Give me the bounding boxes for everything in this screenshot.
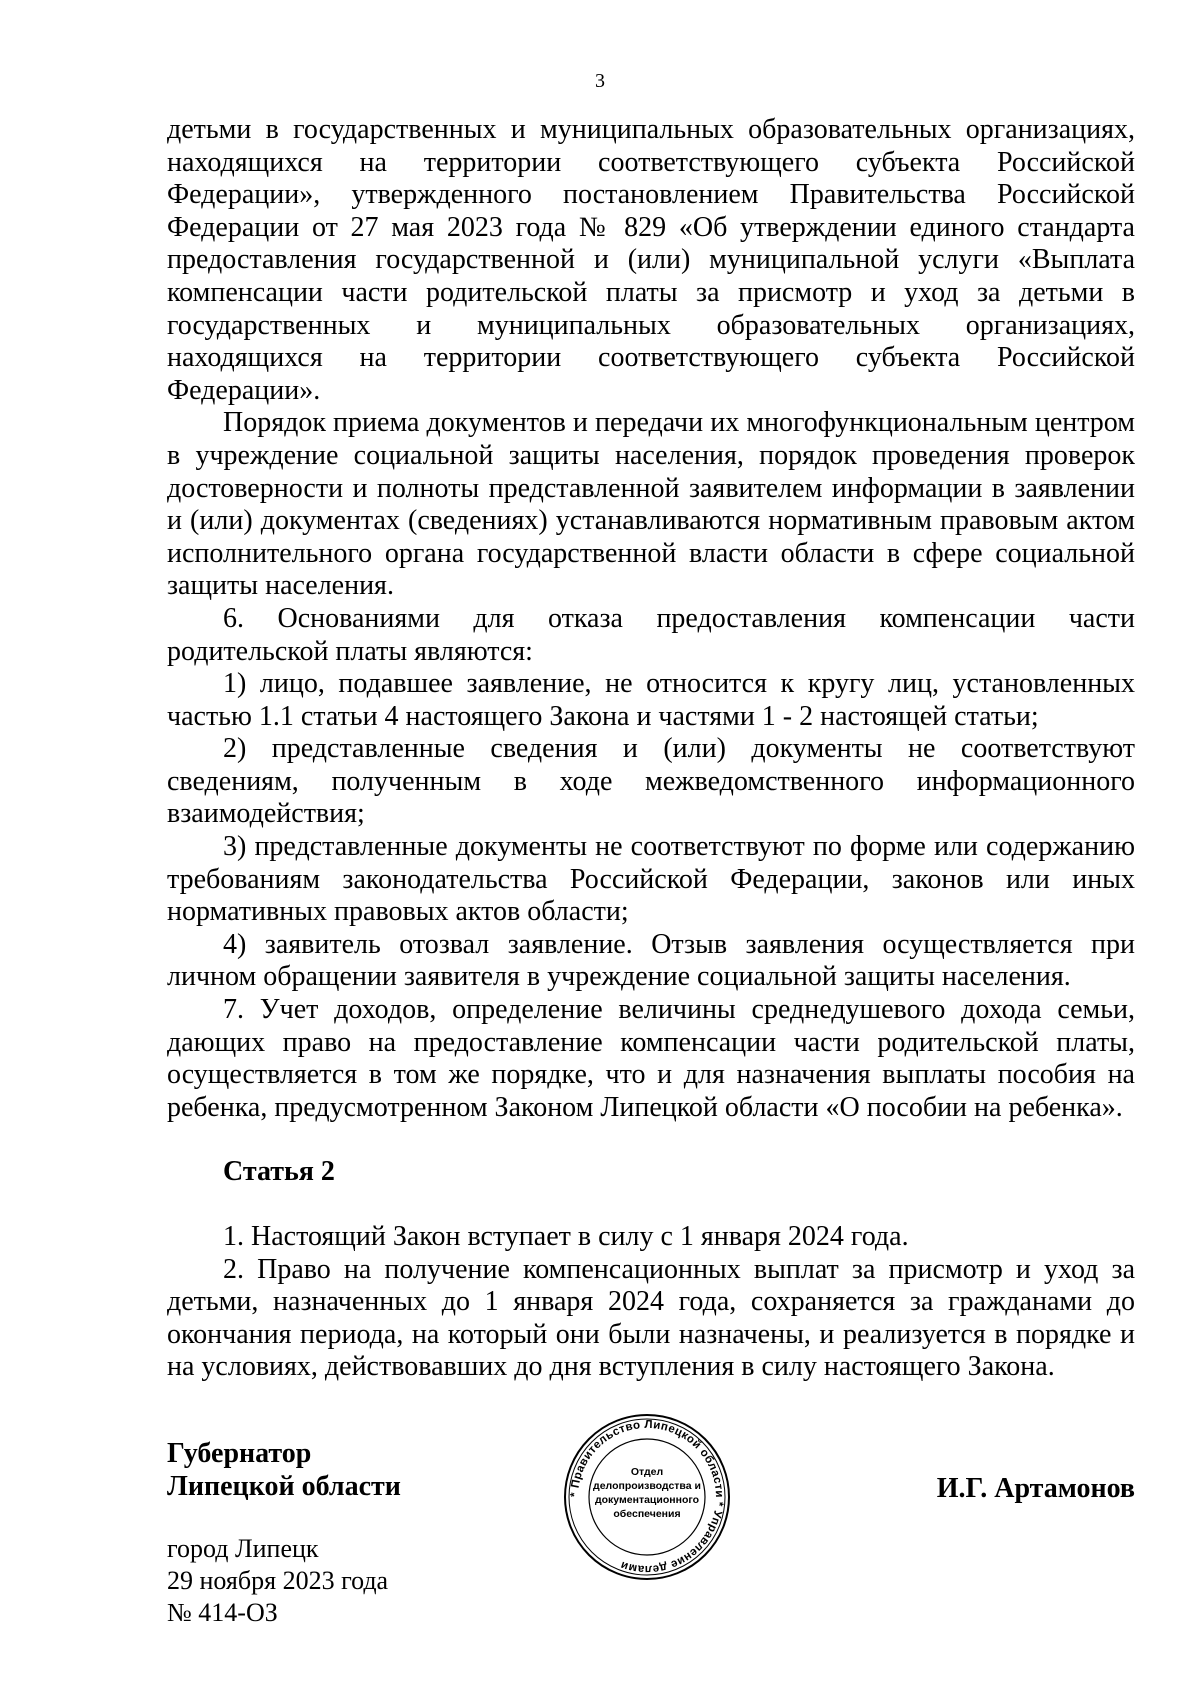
article2-item-2: 2. Право на получение компенсационных выплат за присмотр и уход за детьми, назначенных до 1 января 2024 года, сохраняется за гражданами до окончания периода, на который они были назначены, и реализуется в порядке и на условиях, действовавших до дня вступления в силу настоящего Закона. xyxy=(167,1253,1135,1383)
signatory-title-line1: Губернатор xyxy=(167,1438,312,1469)
stamp-outer-text: * Правительство Липецкой области * Управление делами xyxy=(568,1418,726,1576)
stamp-inner-line3: документационного xyxy=(594,1494,700,1506)
article-heading: Статья 2 xyxy=(223,1156,335,1188)
document-body xyxy=(167,114,1135,1384)
place-city: город Липецк xyxy=(167,1534,319,1563)
paragraph-subitem-1: 1) лицо, подавшее заявление, не относится к кругу лиц, установленных частью 1.1 статьи 4 настоящего Закона и частями 1 - 2 настоящей статьи; xyxy=(167,668,1135,732)
paragraph-subitem-2: 2) представленные сведения и (или) документы не соответствуют сведениям, полученным в ходе межведомственного информационного взаимодействия; xyxy=(167,733,1135,830)
law-number: № 414-ОЗ xyxy=(167,1598,278,1627)
stamp-inner-line4: обеспечения xyxy=(613,1508,681,1520)
article2-item-1: 1. Настоящий Закон вступает в силу с 1 января 2024 года. xyxy=(223,1221,909,1252)
signatory-title xyxy=(167,1437,401,1503)
place-and-date xyxy=(167,1533,388,1629)
stamp-inner-line1: Отдел xyxy=(630,1466,664,1478)
place-date: 29 ноября 2023 года xyxy=(167,1566,389,1595)
paragraph-continuation: детьми в государственных и муниципальных образовательных организациях, находящихся на территории соответствующего субъекта Российской Федерации», утвержденного постановлением Правительства Российской Федерации от 27 мая 2023 года № 829 «Об утверждении единого стандарта предоставления государственной и (или) муниципальной услуги «Выплата компенсации части родительской платы за присмотр и уход за детьми в государственных и муниципальных образовательных организациях, находящихся на территории соответствующего субъекта Российской Федерации». xyxy=(167,114,1135,406)
stamp-inner-line2: делопроизводства и xyxy=(593,1480,701,1492)
signatory-name: И.Г. Артамонов xyxy=(936,1473,1135,1504)
page-number: 3 xyxy=(595,70,605,92)
paragraph-item-6: 6. Основаниями для отказа предоставления компенсации части родительской платы являются: xyxy=(167,602,1135,667)
paragraph-item-7: 7. Учет доходов, определение величины среднедушевого дохода семьи, дающих право на предоставление компенсации части родительской платы, осуществляется в том же порядке, что и для назначения выплаты пособия на ребенка, предусмотренном Законом Липецкой области «О пособии на ребенка». xyxy=(167,994,1135,1123)
signatory-title-line2: Липецкой области xyxy=(167,1471,401,1502)
official-stamp-seal xyxy=(562,1412,732,1582)
paragraph-subitem-4: 4) заявитель отозвал заявление. Отзыв заявления осуществляется при личном обращении заявителя в учреждение социальной защиты населения. xyxy=(167,928,1135,993)
paragraph-subitem-3: 3) представленные документы не соответствуют по форме или содержанию требованиям законодательства Российской Федерации, законов или иных нормативных правовых актов области; xyxy=(167,831,1135,928)
paragraph-procedure: Порядок приема документов и передачи их многофункциональным центром в учреждение социальной защиты населения, порядок проведения проверок достоверности и полноты представленной заявителем информации в заявлении и (или) документах (сведениях) устанавливаются нормативным правовым актом исполнительного органа государственной власти области в сфере социальной защиты населения. xyxy=(167,407,1135,602)
